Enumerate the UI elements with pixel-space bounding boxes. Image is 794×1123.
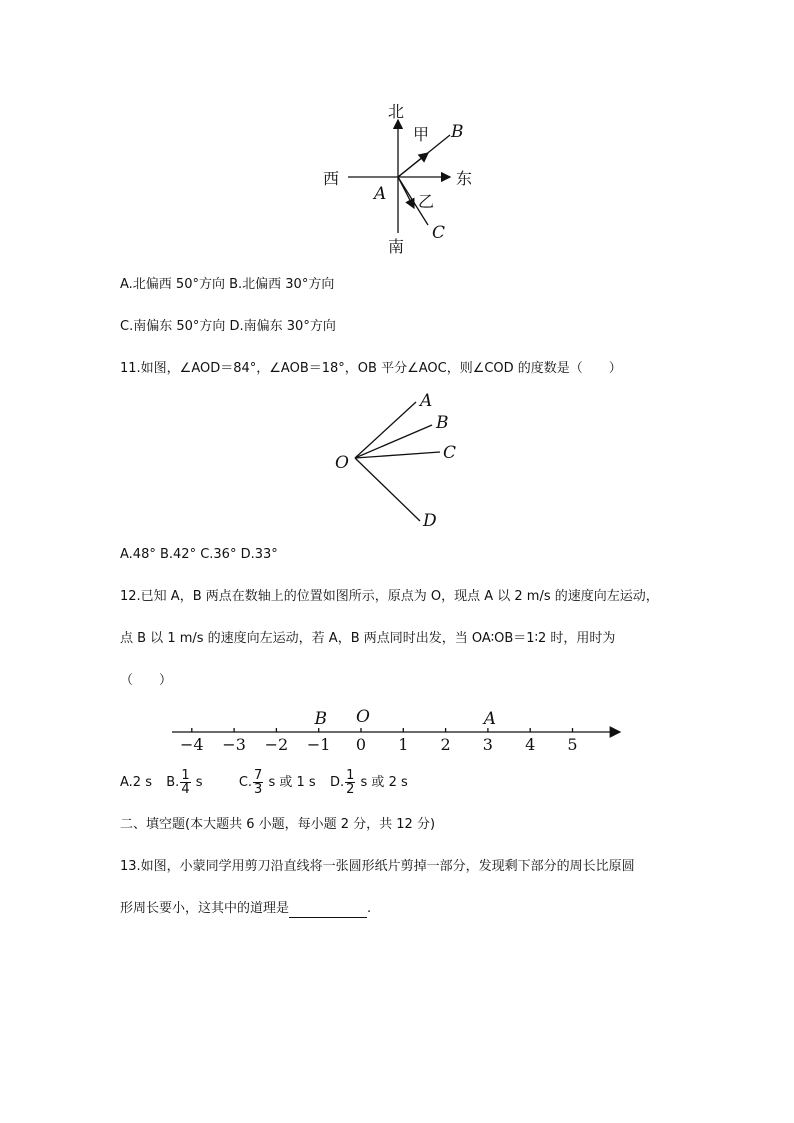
tick-label: −2 [264,735,289,754]
point-o-label: O [356,707,370,727]
q12-options [120,768,408,798]
answer-blank[interactable] [289,903,367,918]
tick-label: 3 [482,735,493,754]
tick-label: 1 [398,735,409,754]
tick-label: −4 [180,735,204,754]
q10-options-line1: A.北偏西 50°方向 B.北偏西 30°方向 [120,277,335,292]
option-c-prefix: C. [238,775,253,790]
q13-line1: 13.如图，小蒙同学用剪刀沿直线将一张圆形纸片剪掉一部分，发现剩下部分的周长比原圆 [120,859,635,874]
q13-line2-end: . [367,901,372,916]
north-label: 北 [388,102,405,121]
point-c-label: C [432,223,446,243]
jia-label: 甲 [413,125,430,144]
option-b-prefix: B. [166,775,180,790]
q11-options: A.48° B.42° C.36° D.33° [120,547,278,562]
q12-line1: 12.已知 A，B 两点在数轴上的位置如图所示，原点为 O，现点 A 以 2 m/s 的速度向左运动， [120,589,659,604]
west-label: 西 [323,169,340,188]
fraction-c: $\frac{7}{3}$ [254,768,263,797]
point-b-label: B [314,709,327,729]
south-label: 南 [388,237,405,256]
arrow-yi [398,177,414,208]
tick-label: −3 [222,735,246,754]
label-a: A [420,391,433,411]
option-d-prefix: D. [329,775,345,790]
option-c-suffix: s 或 1 s [268,775,316,790]
point-a-label: A [374,184,387,204]
q11-stem: 11.如图，∠AOD＝84°，∠AOB＝18°，OB 平分∠AOC，则∠COD 的度数是（ ） [120,361,622,376]
tick-label: −1 [306,735,331,754]
number-line [0,700,794,760]
point-b-label: B [451,122,464,142]
q12-line2: 点 B 以 1 m/s 的速度向左运动，若 A，B 两点同时出发，当 OA∶OB＝1∶2 时，用时为 [120,631,616,646]
option-a: A.2 s [120,775,152,790]
label-c: C [443,443,457,463]
option-d-suffix: s 或 2 s [360,775,408,790]
arrow-jia [398,153,428,177]
east-label: 东 [456,169,473,188]
tick-label: 2 [440,735,451,754]
q10-options-line2: C.南偏东 50°方向 D.南偏东 30°方向 [120,319,336,334]
fraction-b: $\frac{1}{4}$ [181,768,190,797]
tick-label: 0 [355,735,367,754]
option-b-suffix: s [195,775,203,790]
tick-label: 4 [525,735,536,754]
fraction-d: $\frac{1}{2}$ [346,768,355,797]
label-o: O [335,453,349,473]
compass-figure [310,95,490,260]
ray-od [355,458,420,521]
q12-line3: （ ） [120,673,173,688]
angle-figure [330,385,470,535]
point-a-label: A [483,709,497,729]
ray-oa [355,402,416,458]
q13-line2 [120,900,371,918]
section-heading: 二、填空题(本大题共 6 小题，每小题 2 分，共 12 分) [120,817,436,832]
tick-label: 5 [567,735,578,754]
q13-line2-text: 形周长要小，这其中的道理是 [120,901,290,916]
label-b: B [436,413,449,433]
label-d: D [423,511,437,531]
yi-label: 乙 [418,192,435,211]
